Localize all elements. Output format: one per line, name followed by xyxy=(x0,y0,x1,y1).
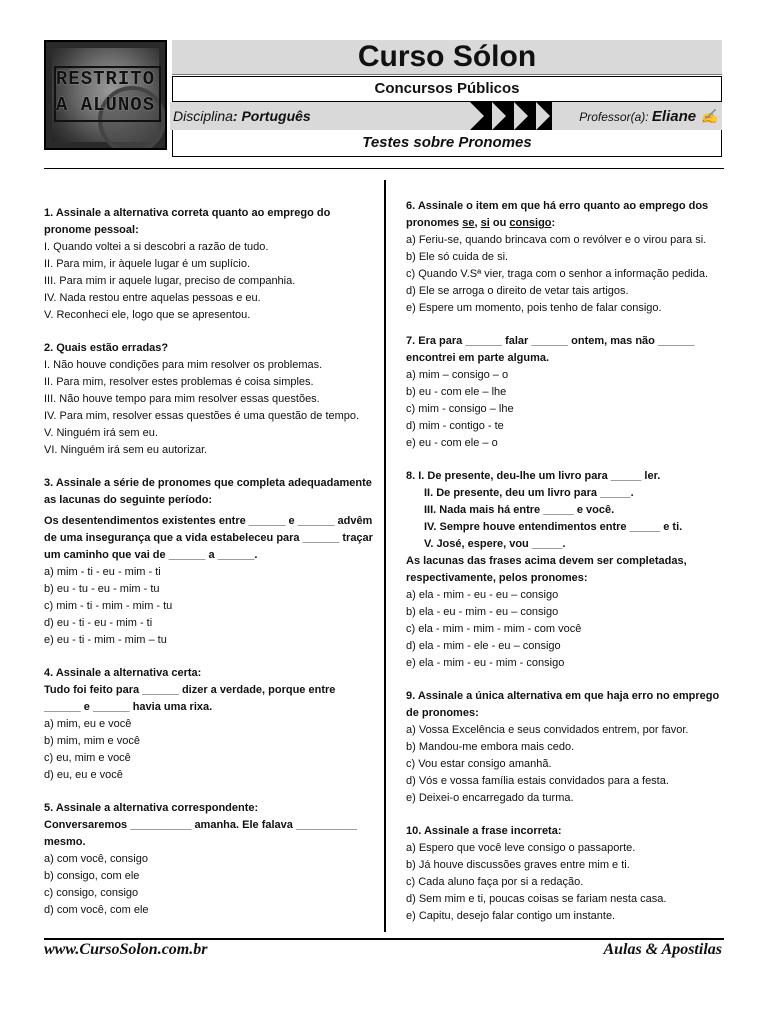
question-option: b) eu - tu - eu - mim - tu xyxy=(44,583,160,595)
question-option: a) Vossa Excelência e seus convidados entrem, por favor. xyxy=(406,724,689,736)
question-option: b) mim, mim e você xyxy=(44,735,140,747)
question-8-item: III. Nada mais há entre _____ e você. xyxy=(424,504,615,516)
question-option: e) ela - mim - eu - mim - consigo xyxy=(406,657,565,669)
question-option: e) Capitu, desejo falar contigo um instante. xyxy=(406,910,616,922)
pronoun-consigo: consigo xyxy=(509,217,552,229)
question-option: b) eu - com ele – lhe xyxy=(406,386,507,398)
question-5-stem: Conversaremos __________ amanha. Ele falava __________ mesmo. xyxy=(44,819,358,848)
pen-writing-icon: ✍ xyxy=(700,108,718,124)
question-option: d) mim - contigo - te xyxy=(406,420,504,432)
question-option: d) Sem mim e ti, poucas coisas se fariam nesta casa. xyxy=(406,893,667,905)
discipline-bar xyxy=(170,102,722,130)
question-option: a) mim – consigo – o xyxy=(406,369,509,381)
pronoun-si: si xyxy=(480,217,490,229)
question-option: c) mim - ti - mim - mim - tu xyxy=(44,600,173,612)
question-option: d) eu, eu e você xyxy=(44,769,123,781)
question-option: d) ela - mim - ele - eu – consigo xyxy=(406,640,561,652)
professor-label: Professor(a): xyxy=(579,110,652,124)
right-column xyxy=(406,198,726,925)
question-option: c) ela - mim - mim - mim - com você xyxy=(406,623,582,635)
question-8-item: IV. Sempre houve entendimentos entre _____ e ti. xyxy=(424,521,683,533)
column-divider xyxy=(384,180,386,932)
question-2-title: 2. Quais estão erradas? xyxy=(44,342,169,354)
chevron-icon xyxy=(470,102,484,130)
question-9-title: 9. Assinale a única alternativa em que haja erro no emprego de pronomes: xyxy=(406,690,720,719)
professor-name: Eliane xyxy=(651,108,697,125)
question-option: II. Para mim, resolver estes problemas é coisa simples. xyxy=(44,376,314,388)
question-option: III. Não houve tempo para mim resolver essas questões. xyxy=(44,393,320,405)
footer-website: www.CursoSolon.com.br xyxy=(44,941,208,958)
question-option: e) Espere um momento, pois tenho de falar consigo. xyxy=(406,302,662,314)
stamp-line-1: RESTRITO xyxy=(55,68,156,90)
question-option: c) Cada aluno faça por si a redação. xyxy=(406,876,584,888)
chevron-icon xyxy=(536,102,550,130)
question-option: e) eu - ti - mim - mim – tu xyxy=(44,634,167,646)
question-8-item: II. De presente, deu um livro para _____. xyxy=(424,487,634,499)
question-option: a) Feriu-se, quando brincava com o revólver e o virou para si. xyxy=(406,234,707,246)
question-option: d) Vós e vossa família estais convidados para a festa. xyxy=(406,775,669,787)
question-option: a) com você, consigo xyxy=(44,853,148,865)
question-option: b) Ele só cuida de si. xyxy=(406,251,509,263)
question-3-stem: Os desentendimentos existentes entre ______ e ______ advêm de uma insegurança que a vida estabeleceu para ______ traçar um caminho que vai de ______ a ______. xyxy=(44,515,373,561)
question-10-title: 10. Assinale a frase incorreta: xyxy=(406,825,562,837)
header-divider xyxy=(44,168,724,169)
question-option: b) Mandou-me embora mais cedo. xyxy=(406,741,575,753)
question-option: d) eu - ti - eu - mim - ti xyxy=(44,617,153,629)
footer-tagline: Aulas & Apostilas xyxy=(603,941,722,958)
question-option: III. Para mim ir aquele lugar, preciso de companhia. xyxy=(44,275,296,287)
question-option: a) ela - mim - eu - eu – consigo xyxy=(406,589,559,601)
stamp-line-2: A ALUNOS xyxy=(55,94,156,116)
left-column xyxy=(44,205,374,919)
pronoun-se: se xyxy=(462,217,475,229)
question-option: c) Quando V.Sª vier, traga com o senhor a informação pedida. xyxy=(406,268,709,280)
question-option: a) mim, eu e você xyxy=(44,718,132,730)
restricted-stamp-logo xyxy=(44,40,167,150)
question-8-item: V. José, espere, vou _____. xyxy=(424,538,566,550)
question-option: b) ela - eu - mim - eu – consigo xyxy=(406,606,559,618)
question-option: IV. Nada restou entre aquelas pessoas e eu. xyxy=(44,292,261,304)
question-option: a) Espero que você leve consigo o passaporte. xyxy=(406,842,636,854)
question-option: IV. Para mim, resolver essas questões é uma questão de tempo. xyxy=(44,410,360,422)
question-option: b) consigo, com ele xyxy=(44,870,140,882)
footer-divider xyxy=(44,938,724,940)
question-8-item: 8. I. De presente, deu-lhe um livro para _____ ler. xyxy=(406,470,661,482)
question-option: c) consigo, consigo xyxy=(44,887,139,899)
question-option: e) eu - com ele – o xyxy=(406,437,498,449)
question-4-title: 4. Assinale a alternativa certa: xyxy=(44,667,202,679)
question-4-stem: Tudo foi feito para ______ dizer a verdade, porque entre ______ e ______ havia uma rixa. xyxy=(44,684,336,713)
question-5-title: 5. Assinale a alternativa correspondente: xyxy=(44,802,259,814)
question-option: V. Reconheci ele, logo que se apresentou. xyxy=(44,309,251,321)
question-option: c) Vou estar consigo amanhã. xyxy=(406,758,552,770)
question-option: e) Deixei-o encarregado da turma. xyxy=(406,792,574,804)
question-7-title: 7. Era para ______ falar ______ ontem, mas não ______ encontrei em parte alguma. xyxy=(406,335,695,364)
discipline xyxy=(170,102,470,130)
chevron-icon xyxy=(492,102,506,130)
discipline-label: Disciplina xyxy=(173,108,233,124)
question-option: VI. Ninguém irá sem eu autorizar. xyxy=(44,444,208,456)
discipline-value: : Português xyxy=(232,108,311,124)
separator: , xyxy=(474,217,481,229)
question-1-title: 1. Assinale a alternativa correta quanto ao emprego do pronome pessoal: xyxy=(44,207,331,236)
question-6-title xyxy=(406,198,726,232)
page-subtitle: Concursos Públicos xyxy=(172,76,722,102)
question-option: I. Quando voltei a si descobri a razão de tudo. xyxy=(44,241,269,253)
chevron-icon xyxy=(514,102,528,130)
question-option: d) com você, com ele xyxy=(44,904,149,916)
question-option: a) mim - ti - eu - mim - ti xyxy=(44,566,161,578)
question-option: c) mim - consigo – lhe xyxy=(406,403,514,415)
question-option: II. Para mim, ir àquele lugar é um suplício. xyxy=(44,258,251,270)
professor xyxy=(552,102,722,130)
question-option: b) Já houve discussões graves entre mim e ti. xyxy=(406,859,630,871)
question-3-title: 3. Assinale a série de pronomes que completa adequadamente as lacunas do seguinte período: xyxy=(44,477,372,506)
separator: ou xyxy=(489,217,510,229)
page-title: Curso Sólon xyxy=(172,40,722,75)
question-8-stem: As lacunas das frases acima devem ser completadas, respectivamente, pelos pronomes: xyxy=(406,555,687,584)
question-option: I. Não houve condições para mim resolver os problemas. xyxy=(44,359,323,371)
topic-title: Testes sobre Pronomes xyxy=(172,130,722,157)
question-option: c) eu, mim e você xyxy=(44,752,131,764)
question-6-title-text: 6. Assinale o item em que há erro quanto ao emprego dos pronomes xyxy=(406,200,709,229)
question-option: d) Ele se arroga o direito de vetar tais artigos. xyxy=(406,285,629,297)
question-option: V. Ninguém irá sem eu. xyxy=(44,427,158,439)
separator: : xyxy=(551,217,556,229)
